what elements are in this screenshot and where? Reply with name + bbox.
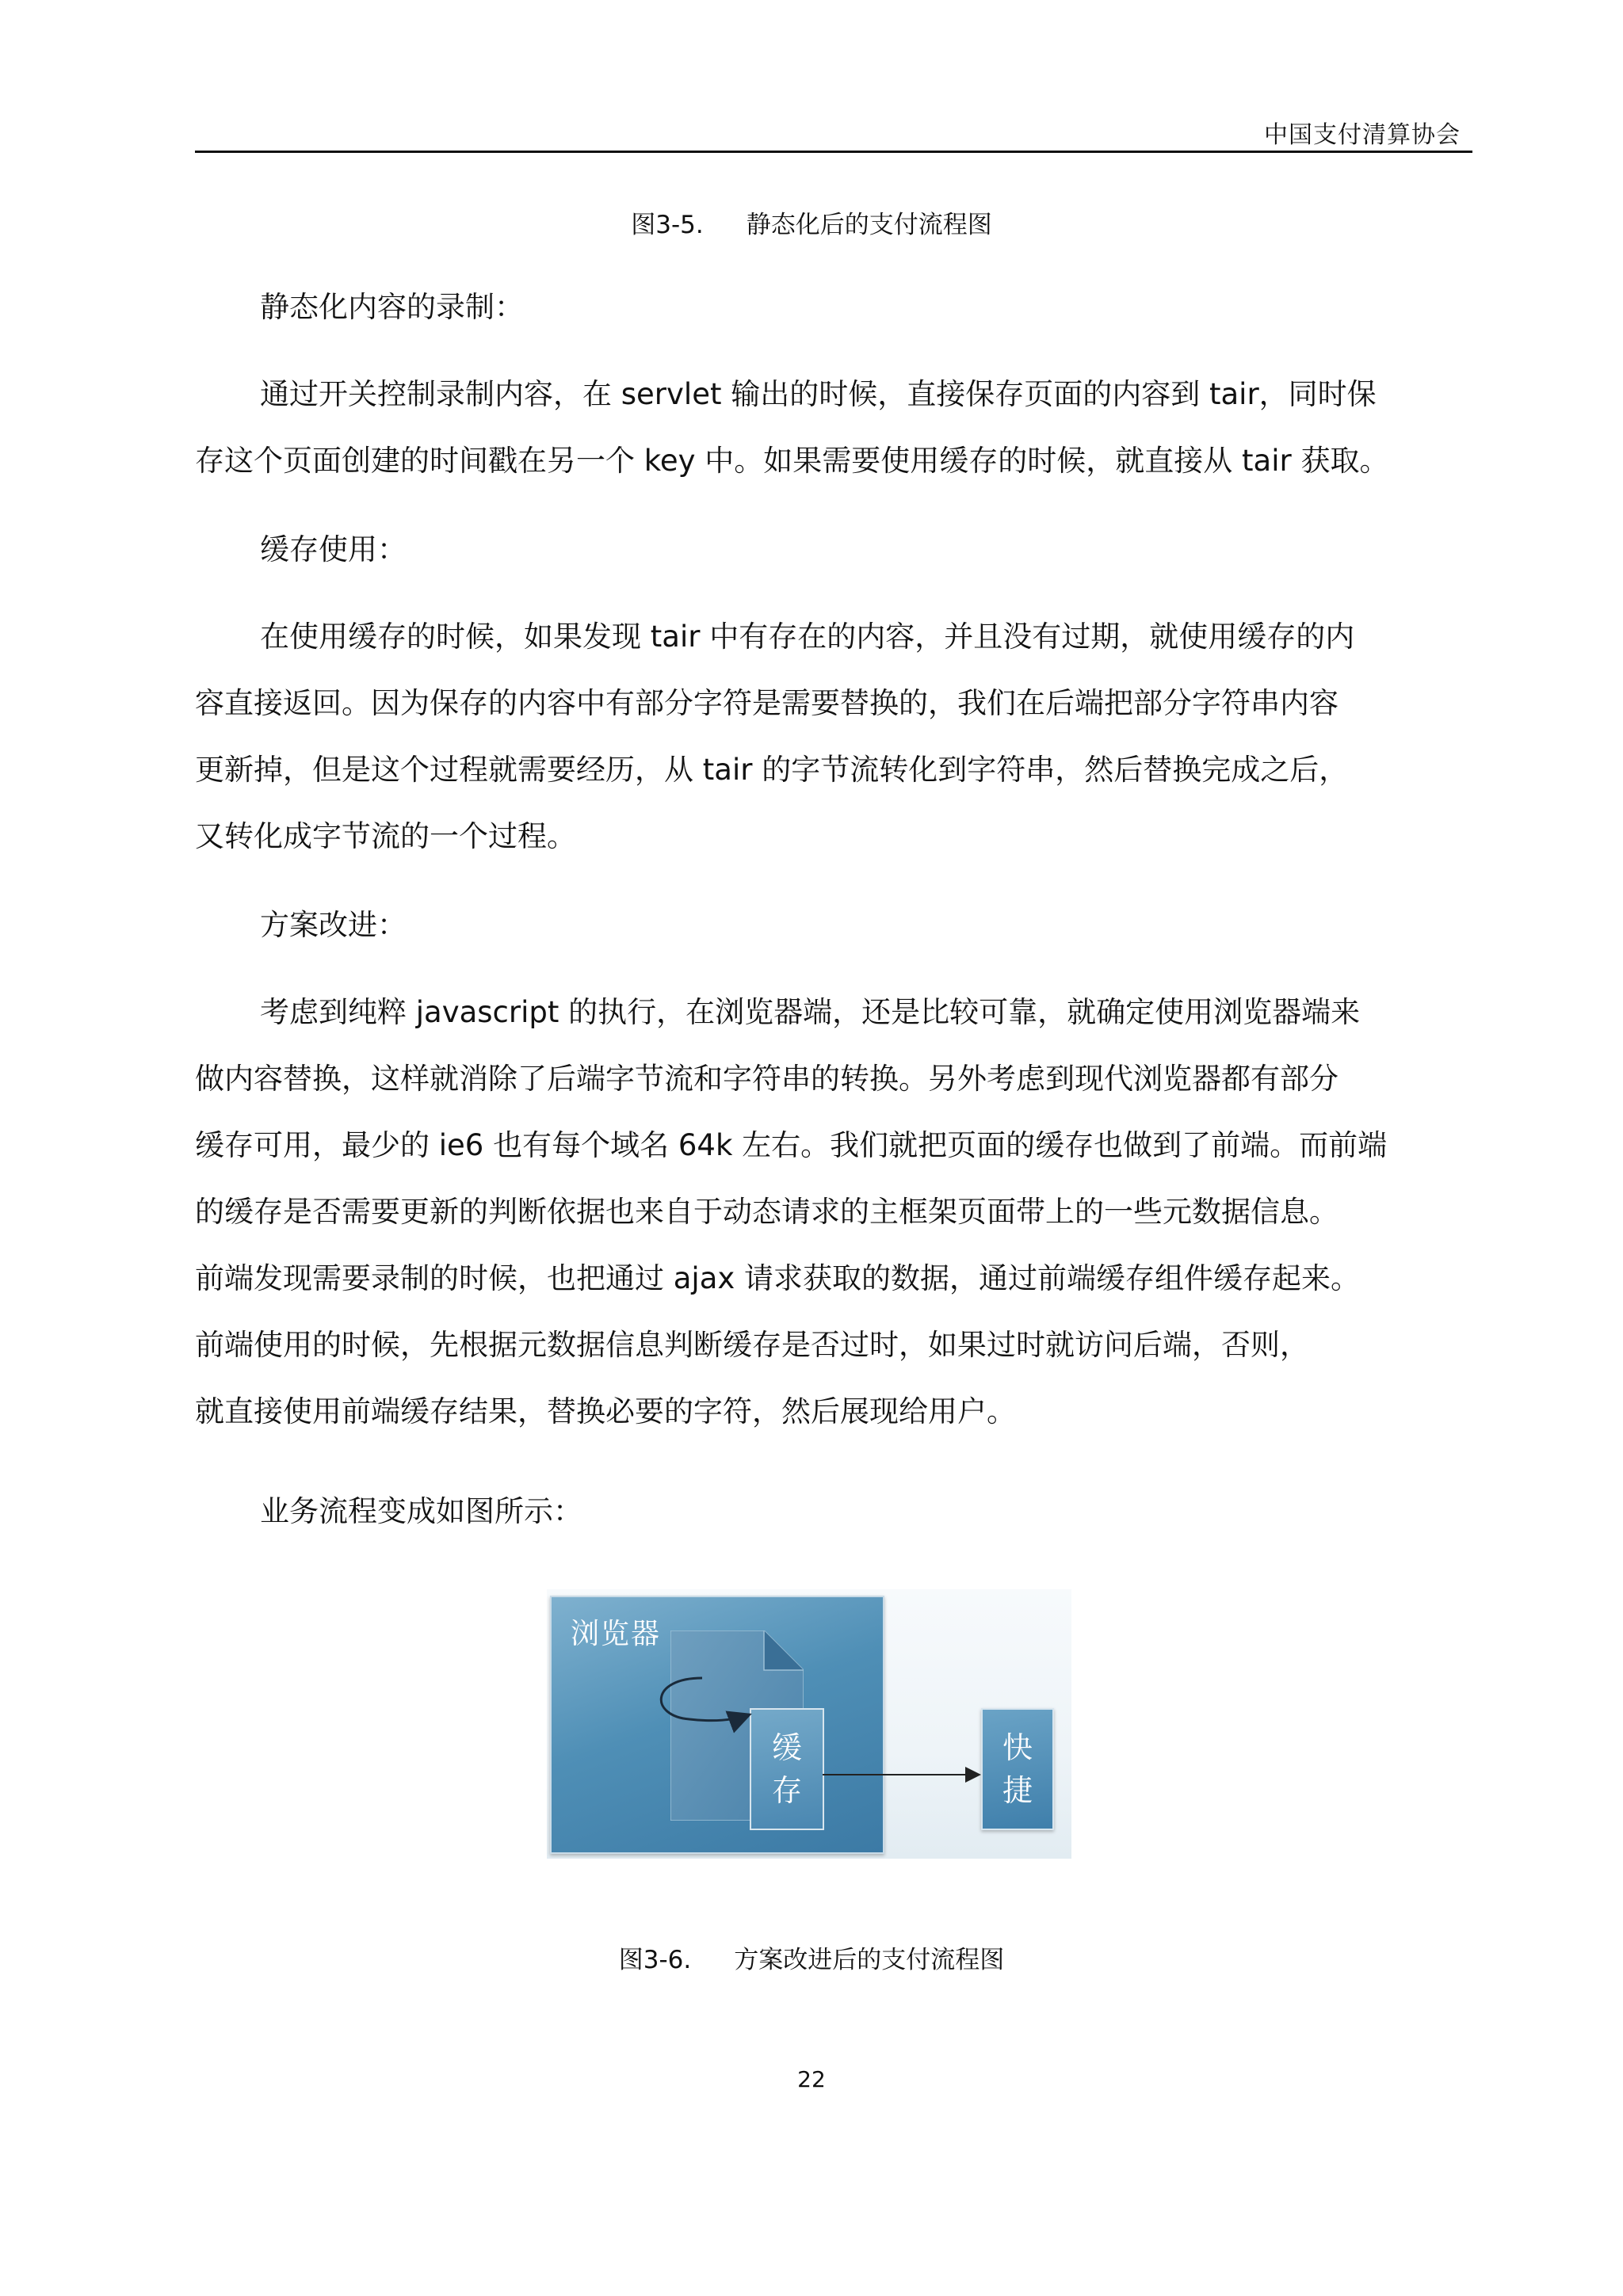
improve-heading: 方案改进： xyxy=(260,908,407,942)
paragraph-line: 前端发现需要录制的时候，也把通过 ajax 请求获取的数据，通过前端缓存组件缓存起来。 xyxy=(195,1261,1361,1295)
browser-label: 浏览器 xyxy=(571,1618,662,1650)
cache-char: 存 xyxy=(771,1773,802,1808)
shortcut-char: 捷 xyxy=(1002,1773,1033,1808)
paragraph-line: 的缓存是否需要更新的判断依据也来自于动态请求的主框架页面带上的一些元数据信息。 xyxy=(195,1195,1338,1229)
figure-3-5-title: 静态化后的支付流程图 xyxy=(746,211,992,239)
paragraph-line: 通过开关控制录制内容，在 servlet 输出的时候，直接保存页面的内容到 tair，同时保 xyxy=(260,377,1377,411)
paragraph-line: 做内容替换，这样就消除了后端字节流和字符串的转换。另外考虑到现代浏览器都有部分 xyxy=(195,1062,1338,1096)
cache-heading: 缓存使用： xyxy=(260,532,407,566)
shortcut-char: 快 xyxy=(1002,1730,1033,1765)
record-paragraph xyxy=(195,361,1472,494)
cache-paragraph xyxy=(195,604,1472,870)
paragraph-line: 考虑到纯粹 javascript 的执行，在浏览器端，还是比较可靠，就确定使用浏览器端来 xyxy=(260,995,1361,1029)
figure-3-6-caption xyxy=(0,1939,1623,1975)
page-number: 22 xyxy=(797,2066,826,2092)
record-heading: 静态化内容的录制： xyxy=(260,290,524,324)
flow-intro: 业务流程变成如图所示： xyxy=(260,1494,582,1528)
paragraph-line: 更新掉，但是这个过程就需要经历，从 tair 的字节流转化到字符串，然后替换完成之后， xyxy=(195,753,1349,787)
loop-arrow-icon xyxy=(661,1678,750,1721)
paragraph-line: 存这个页面创建的时间戳在另一个 key 中。如果需要使用缓存的时候，就直接从 tair 获取。 xyxy=(195,444,1389,478)
paragraph-line: 又转化成字节流的一个过程。 xyxy=(195,819,576,853)
paragraph-line: 在使用缓存的时候，如果发现 tair 中有存在的内容，并且没有过期，就使用缓存的内 xyxy=(260,620,1355,654)
header-organization: 中国支付清算协会 xyxy=(1264,121,1461,149)
figure-3-6-title: 方案改进后的支付流程图 xyxy=(734,1946,1005,1974)
paragraph-line: 缓存可用，最少的 ie6 也有每个域名 64k 左右。我们就把页面的缓存也做到了前端。而前端 xyxy=(195,1128,1388,1162)
flow-arrows xyxy=(547,1589,1071,1859)
figure-3-6-number: 图3-6. xyxy=(618,1946,692,1974)
cache-char: 缓 xyxy=(771,1730,802,1765)
paragraph-line: 容直接返回。因为保存的内容中有部分字符是需要替换的，我们在后端把部分字符串内容 xyxy=(195,686,1338,720)
figure-3-5-caption xyxy=(0,204,1623,240)
paragraph-line: 前端使用的时候，先根据元数据信息判断缓存是否过时，如果过时就访问后端，否则， xyxy=(195,1328,1309,1362)
header-rule xyxy=(195,151,1472,153)
flow-diagram xyxy=(547,1589,1071,1859)
paragraph-line: 就直接使用前端缓存结果，替换必要的字符，然后展现给用户。 xyxy=(195,1394,1016,1428)
improve-paragraph xyxy=(195,979,1472,1445)
figure-3-5-number: 图3-5. xyxy=(631,211,704,239)
